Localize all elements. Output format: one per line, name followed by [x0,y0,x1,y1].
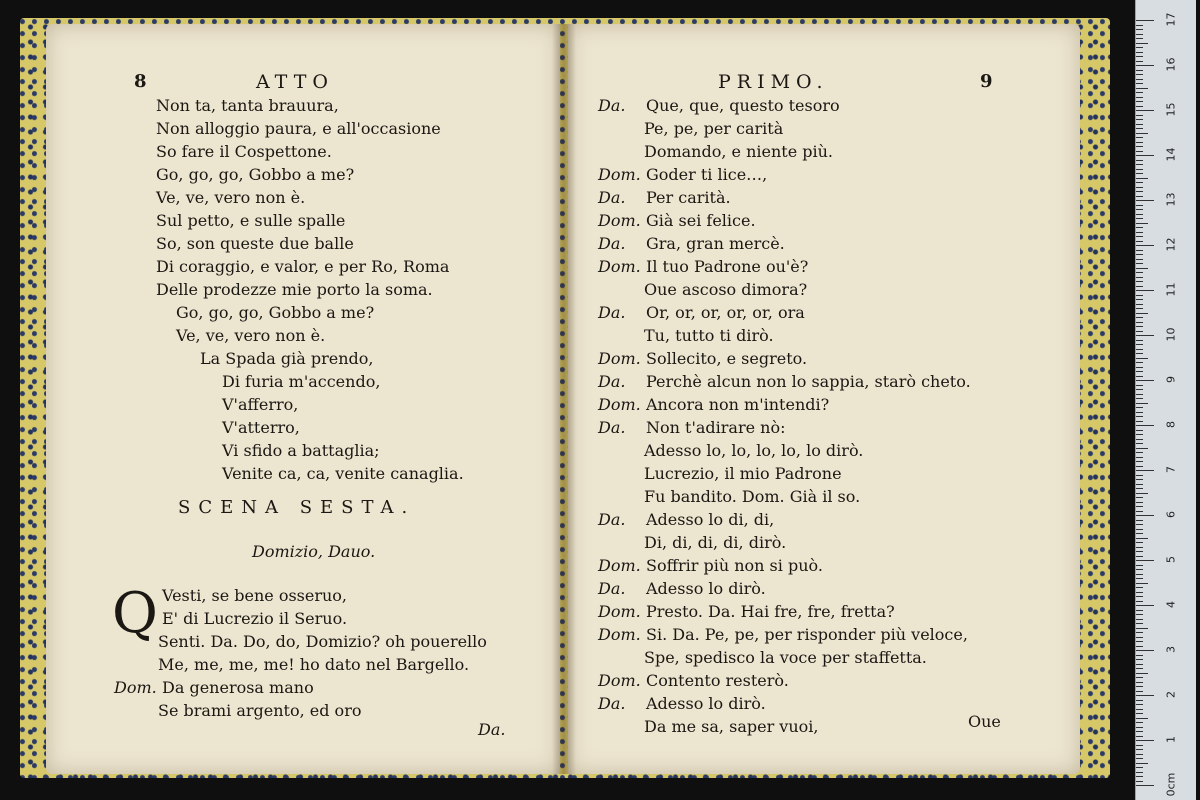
ruler-tick [1136,340,1143,341]
ruler-tick [1136,25,1143,26]
ruler-tick [1136,646,1143,647]
ruler-tick [1136,439,1143,440]
ruler-tick [1136,736,1143,737]
dialogue-line: Già sei felice. [646,211,756,230]
ruler-tick [1136,254,1143,255]
dialogue-line: Spe, spedisco la voce per staffetta. [644,648,927,667]
speaker-label: Dom. [598,257,641,276]
ruler-tick [1136,569,1143,570]
ruler-tick [1136,295,1143,296]
ruler-tick [1136,128,1143,129]
ruler-number: 13 [1164,192,1178,207]
ruler-tick [1136,146,1143,147]
ruler-tick [1136,470,1154,471]
ruler-tick [1136,461,1143,462]
left-catchword: Da. [478,720,506,739]
ruler-tick [1136,583,1148,584]
speaker-label: Dom. [598,165,641,184]
ruler-tick [1136,475,1143,476]
ruler-tick [1136,700,1143,701]
ruler-tick [1136,236,1143,237]
ruler-number: 9 [1164,376,1178,383]
verse-line: V'afferro, [222,395,299,414]
ruler-tick [1136,164,1143,165]
ruler-tick [1136,268,1148,269]
ruler-tick [1136,565,1143,566]
dialogue-line: Fu bandito. Dom. Già il so. [644,487,861,506]
scene-characters: Domizio, Dauo. [252,542,376,561]
right-catchword: Oue [968,712,1001,731]
ruler-tick [1136,623,1143,624]
ruler-tick [1136,493,1148,494]
dialogue-line: Senti. Da. Do, do, Domizio? oh pouerello [158,632,487,651]
ruler-tick [1136,722,1143,723]
ruler-number: 3 [1164,646,1178,653]
dialogue-line: Si. Da. Pe, pe, per risponder più veloce, [646,625,968,644]
ruler-tick [1136,574,1143,575]
ruler-tick [1136,259,1143,260]
ruler-tick [1136,758,1143,759]
dialogue-line: Que, que, questo tesoro [646,96,840,115]
ruler-tick [1136,335,1154,336]
ruler-tick [1136,740,1154,741]
dialogue-line: Lucrezio, il mio Padrone [644,464,842,483]
ruler-tick [1136,52,1143,53]
ruler-tick [1136,232,1143,233]
verse-line: Delle prodezze mie porto la soma. [156,280,433,299]
ruler-tick [1136,227,1143,228]
ruler-tick [1136,511,1143,512]
ruler-tick [1136,56,1143,57]
dialogue-line: Se brami argento, ed oro [158,701,362,720]
dialogue-line: Di, di, di, di, dirò. [644,533,787,552]
ruler-tick [1136,515,1154,516]
verse-line: Go, go, go, Gobbo a me? [176,303,375,322]
ruler-tick [1136,524,1143,525]
ruler-tick [1136,119,1143,120]
dialogue-line: Per carità. [646,188,731,207]
verse-line: So fare il Cospettone. [156,142,332,161]
dialogue-line: Adesso lo, lo, lo, lo, lo dirò. [644,441,864,460]
ruler-tick [1136,497,1143,498]
ruler-tick [1136,133,1148,134]
ruler-tick [1136,772,1143,773]
speaker-label: Dom. [598,671,641,690]
ruler-number: 12 [1164,237,1178,252]
ruler-number: 4 [1164,601,1178,608]
ruler-tick [1136,110,1154,111]
ruler-tick [1136,745,1143,746]
ruler-tick [1136,272,1143,273]
verse-line: Sul petto, e sulle spalle [156,211,346,230]
ruler-tick [1136,74,1143,75]
ruler-tick [1136,344,1143,345]
speaker-label: Dom. [114,678,157,697]
verse-line: So, son queste due balle [156,234,354,253]
ruler-tick [1136,137,1143,138]
ruler-number: 16 [1164,57,1178,72]
ruler-tick [1136,668,1143,669]
dialogue-line: Goder ti lice…, [646,165,768,184]
ruler-tick [1136,173,1143,174]
ruler-tick [1136,61,1143,62]
ruler-tick [1136,556,1143,557]
speaker-label: Da. [598,372,626,391]
ruler-tick [1136,767,1143,768]
verse-line: Venite ca, ca, venite canaglia. [222,464,464,483]
dialogue-line: Oue ascoso dimora? [644,280,808,299]
ruler-tick [1136,421,1143,422]
ruler-tick [1136,376,1143,377]
ruler-number: 8 [1164,421,1178,428]
ruler-tick [1136,101,1143,102]
dialogue-line: Presto. Da. Hai fre, fre, fretta? [646,602,895,621]
speaker-label: Dom. [598,602,641,621]
ruler-tick [1136,380,1154,381]
ruler-tick [1136,542,1143,543]
speaker-label: Da. [598,579,626,598]
ruler-tick [1136,682,1143,683]
ruler-tick [1136,637,1143,638]
ruler-tick [1136,353,1143,354]
verse-line: Non alloggio paura, e all'occasione [156,119,441,138]
dialogue-line: Gra, gran mercè. [646,234,785,253]
ruler-tick [1136,299,1143,300]
ruler-tick [1136,281,1143,282]
verse-line: La Spada già prendo, [200,349,374,368]
ruler-number: 6 [1164,511,1178,518]
ruler-number: 5 [1164,556,1178,563]
ruler-number: 2 [1164,691,1178,698]
speaker-label: Da. [598,303,626,322]
verse-line: Di coraggio, e valor, e per Ro, Roma [156,257,450,276]
ruler-number: 14 [1164,147,1178,162]
ruler-tick [1136,97,1143,98]
ruler-tick [1136,47,1143,48]
verse-line: Vi sfido a battaglia; [222,441,380,460]
ruler-tick [1136,214,1143,215]
ruler-tick [1136,362,1143,363]
ruler-tick [1136,632,1143,633]
dialogue-line: Da me sa, saper vuoi, [644,717,819,736]
ruler-tick [1136,479,1143,480]
ruler-number: 11 [1164,282,1178,297]
dialogue-line: Pe, pe, per carità [644,119,784,138]
ruler-tick [1136,178,1148,179]
ruler-tick [1136,223,1148,224]
ruler-number: 0cm [1164,772,1178,797]
ruler-tick [1136,160,1143,161]
ruler-tick [1136,763,1148,764]
ruler-tick [1136,43,1148,44]
speaker-label: Dom. [598,625,641,644]
ruler-tick [1136,538,1148,539]
ruler-number: 17 [1164,12,1178,27]
ruler-tick [1136,407,1143,408]
ruler-tick [1136,349,1143,350]
ruler-number: 7 [1164,466,1178,473]
ruler-tick [1136,691,1143,692]
ruler-tick [1136,731,1143,732]
speaker-label: Da. [598,510,626,529]
speaker-label: Da. [598,188,626,207]
ruler-tick [1136,673,1148,674]
ruler-tick [1136,614,1143,615]
dialogue-line: Vesti, se bene osseruo, [162,586,348,605]
ruler-number: 15 [1164,102,1178,117]
verse-line: Ve, ve, vero non è. [156,188,306,207]
dialogue-line: Sollecito, e segreto. [646,349,808,368]
right-running-header: PRIMO. [718,71,829,93]
ruler-tick [1136,169,1143,170]
ruler-tick [1136,727,1143,728]
ruler-tick [1136,434,1143,435]
speaker-label: Dom. [598,556,641,575]
ruler-tick [1136,155,1154,156]
ruler-tick [1136,142,1143,143]
ruler-tick [1136,596,1143,597]
verse-line: Ve, ve, vero non è. [176,326,326,345]
measurement-ruler [1135,0,1196,800]
ruler-tick [1136,34,1143,35]
ruler-tick [1136,182,1143,183]
ruler-tick [1136,601,1143,602]
ruler-tick [1136,610,1143,611]
dialogue-line: Soffrir più non si può. [646,556,823,575]
ruler-tick [1136,560,1154,561]
ruler-tick [1136,709,1143,710]
ruler-number: 1 [1164,736,1178,743]
ruler-tick [1136,65,1154,66]
dialogue-line: Perchè alcun non lo sappia, starò cheto. [646,372,971,391]
ruler-tick [1136,506,1143,507]
ruler-tick [1136,20,1154,21]
ruler-tick [1136,191,1143,192]
ruler-tick [1136,38,1143,39]
ruler-tick [1136,664,1143,665]
dialogue-line: E' di Lucrezio il Seruo. [162,609,348,628]
ruler-tick [1136,200,1154,201]
ruler-tick [1136,29,1143,30]
ruler-tick [1136,196,1143,197]
ruler-tick [1136,187,1143,188]
ruler-tick [1136,290,1154,291]
ruler-tick [1136,484,1143,485]
dialogue-line: Non t'adirare nò: [646,418,786,437]
ruler-tick [1136,659,1143,660]
ruler-tick [1136,277,1143,278]
ruler-tick [1136,385,1143,386]
ruler-tick [1136,88,1148,89]
ruler-tick [1136,317,1143,318]
ruler-tick [1136,241,1143,242]
right-page-number: 9 [980,71,993,92]
speaker-label: Dom. [598,395,641,414]
ruler-tick [1136,245,1154,246]
ruler-tick [1136,394,1143,395]
ruler-tick [1136,520,1143,521]
ruler-tick [1136,695,1154,696]
ruler-tick [1136,704,1143,705]
ruler-tick [1136,398,1143,399]
ruler-tick [1136,677,1143,678]
ruler-tick [1136,430,1143,431]
ruler-tick [1136,718,1148,719]
ruler-tick [1136,488,1143,489]
ruler-tick [1136,466,1143,467]
ruler-tick [1136,358,1148,359]
ruler-tick [1136,443,1143,444]
ruler-tick [1136,286,1143,287]
dialogue-line: Tu, tutto ti dirò. [644,326,774,345]
ruler-tick [1136,619,1143,620]
ruler-tick [1136,416,1143,417]
dialogue-line: Adesso lo dirò. [646,579,766,598]
dialogue-line: Or, or, or, or, or, ora [646,303,805,322]
ruler-tick [1136,547,1143,548]
ruler-tick [1136,686,1143,687]
speaker-label: Dom. [598,211,641,230]
drop-cap: Q [112,581,158,646]
ruler-tick [1136,605,1154,606]
ruler-tick [1136,781,1143,782]
ruler-tick [1136,628,1148,629]
ruler-tick [1136,263,1143,264]
ruler-tick [1136,592,1143,593]
ruler-tick [1136,367,1143,368]
ruler-tick [1136,425,1154,426]
ruler-tick [1136,403,1148,404]
speaker-label: Da. [598,96,626,115]
ruler-tick [1136,785,1154,786]
dialogue-line: Ancora non m'intendi? [646,395,830,414]
ruler-tick [1136,205,1143,206]
ruler-tick [1136,79,1143,80]
dialogue-line: Il tuo Padrone ou'è? [646,257,809,276]
ruler-tick [1136,713,1143,714]
ruler-tick [1136,448,1148,449]
book-gutter [552,24,576,774]
ruler-tick [1136,124,1143,125]
ruler-tick [1136,578,1143,579]
ruler-tick [1136,587,1143,588]
dialogue-line: Adesso lo dirò. [646,694,766,713]
ruler-tick [1136,389,1143,390]
ruler-tick [1136,106,1143,107]
ruler-tick [1136,749,1143,750]
dialogue-line: Da generosa mano [162,678,314,697]
speaker-label: Da. [598,234,626,253]
ruler-tick [1136,218,1143,219]
verse-line: V'atterro, [222,418,300,437]
scene-title: SCENA SESTA. [178,497,416,518]
ruler-tick [1136,313,1148,314]
ruler-tick [1136,250,1143,251]
ruler-tick [1136,331,1143,332]
speaker-label: Dom. [598,349,641,368]
ruler-tick [1136,452,1143,453]
dialogue-line: Me, me, me, me! ho dato nel Bargello. [158,655,470,674]
dialogue-line: Contento resterò. [646,671,789,690]
ruler-tick [1136,304,1143,305]
ruler-tick [1136,529,1143,530]
verse-line: Go, go, go, Gobbo a me? [156,165,355,184]
ruler-tick [1136,92,1143,93]
verse-line: Di furia m'accendo, [222,372,381,391]
ruler-tick [1136,151,1143,152]
ruler-tick [1136,371,1143,372]
ruler-tick [1136,322,1143,323]
ruler-tick [1136,457,1143,458]
verse-line: Non ta, tanta brauura, [156,96,339,115]
dialogue-line: Adesso lo di, di, [646,510,775,529]
speaker-label: Da. [598,694,626,713]
left-page-number: 8 [134,71,147,92]
ruler-tick [1136,326,1143,327]
dialogue-line: Domando, e niente più. [644,142,834,161]
ruler-tick [1136,641,1143,642]
ruler-tick [1136,650,1154,651]
ruler-tick [1136,115,1143,116]
ruler-tick [1136,308,1143,309]
ruler-tick [1136,533,1143,534]
ruler-tick [1136,502,1143,503]
ruler-tick [1136,412,1143,413]
ruler-tick [1136,776,1143,777]
ruler-tick [1136,209,1143,210]
ruler-number: 10 [1164,327,1178,342]
ruler-tick [1136,551,1143,552]
ruler-tick [1136,83,1143,84]
ruler-tick [1136,655,1143,656]
ruler-tick [1136,754,1143,755]
speaker-label: Da. [598,418,626,437]
ruler-tick [1136,70,1143,71]
left-running-header: ATTO [256,71,334,93]
